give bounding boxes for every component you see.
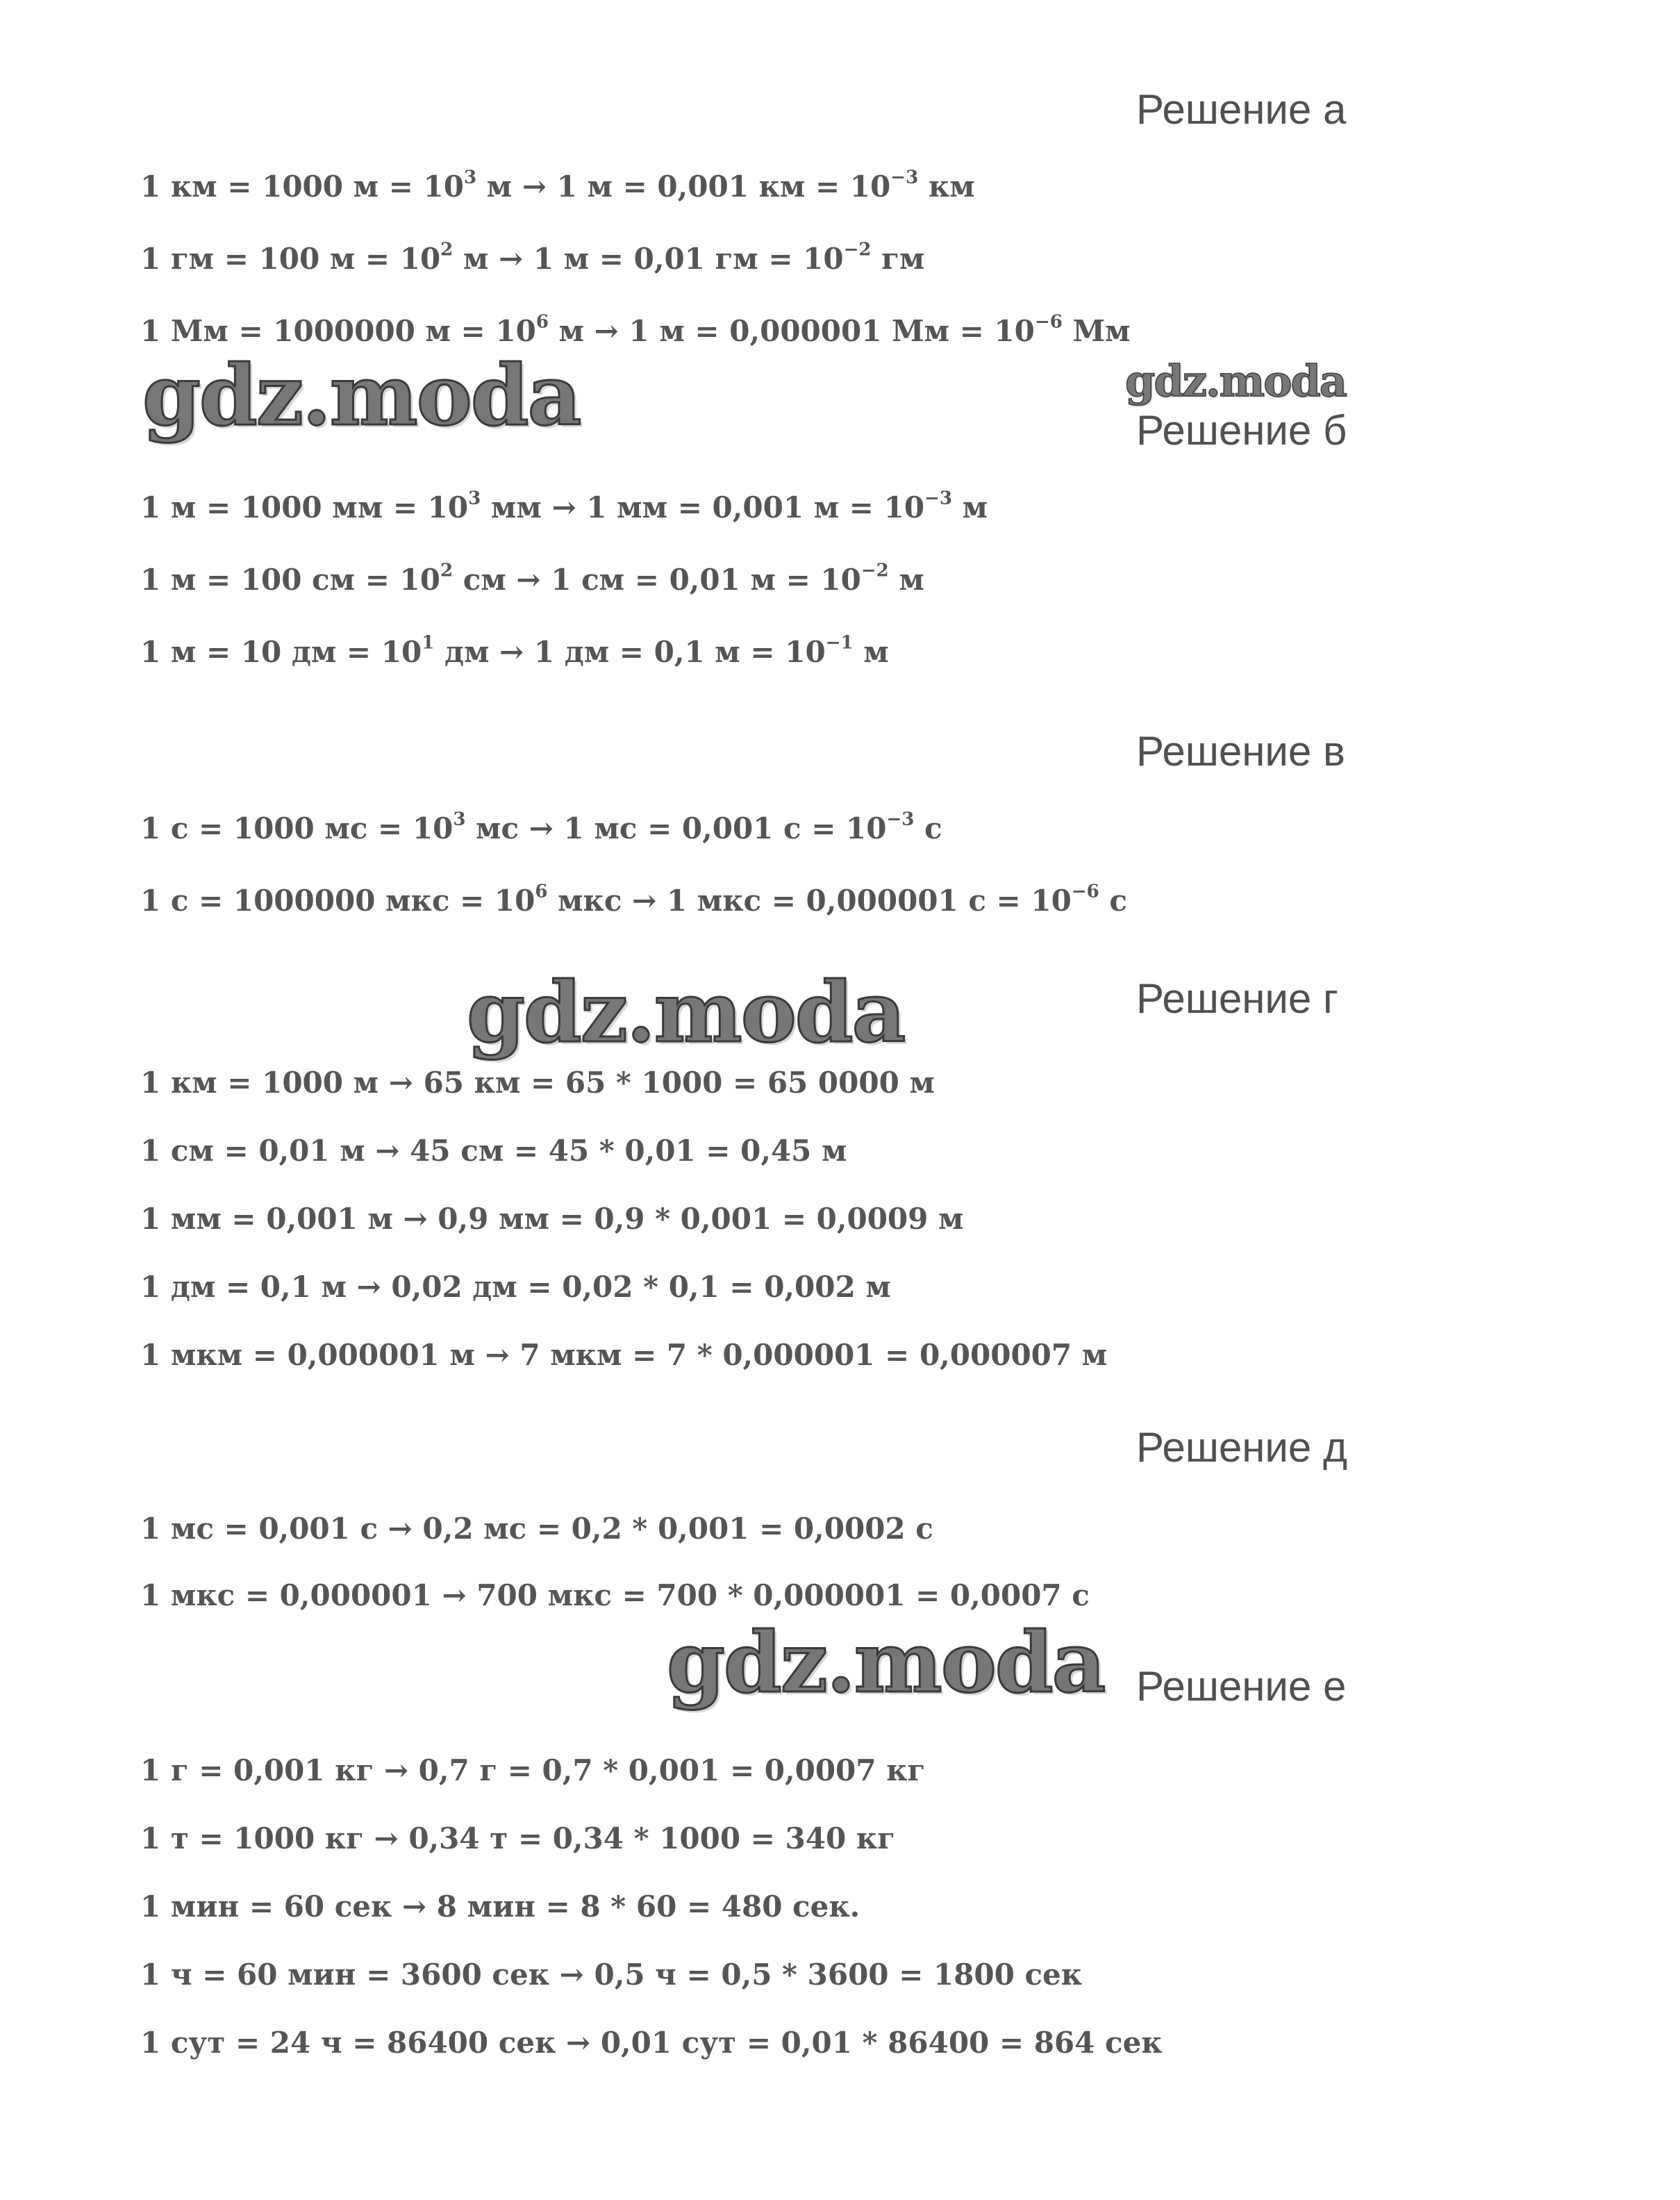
exponent: −3 xyxy=(886,809,915,830)
equation-line: 1 мин = 60 сек → 8 мин = 8 * 60 = 480 сек. xyxy=(140,1889,860,1924)
exponent: −3 xyxy=(924,488,952,509)
exponent: −2 xyxy=(860,560,889,581)
section-heading-d: Решение д xyxy=(1136,1424,1347,1471)
exponent: 1 xyxy=(422,632,435,654)
equation-line: 1 см = 0,01 м → 45 см = 45 * 0,01 = 0,45 м xyxy=(140,1134,847,1168)
equation-line: 1 км = 1000 $м = 10^3$ м → 1 м = 0,001 км = $10^{-3}$ км xyxy=(140,167,975,204)
equation-line: 1 км = 1000 м → 65 км = 65 * 1000 = 65 0000 м xyxy=(140,1066,935,1100)
exponent: 3 xyxy=(453,809,466,830)
section-heading-b: Решение б xyxy=(1136,407,1347,454)
equation-line: 1 дм = 0,1 м → 0,02 дм = 0,02 * 0,1 = 0,002 м xyxy=(140,1270,891,1304)
section-heading-e: Решение е xyxy=(1136,1663,1347,1710)
equation-line: 1 г = 0,001 кг → 0,7 г = 0,7 * 0,001 = 0,0007 кг xyxy=(140,1753,926,1787)
exponent: 6 xyxy=(535,311,549,333)
watermark: gdz.moda xyxy=(467,963,905,1061)
equation-line: 1 м = 100 см = $10^2$ см → 1 см = 0,01 $м = 10^{-2}$ м xyxy=(140,560,924,597)
exponent: 3 xyxy=(468,488,481,509)
exponent: 6 xyxy=(535,881,548,902)
equation-line: 1 сут = 24 ч = 86400 сек → 0,01 сут = 0,01 * 86400 = 864 сек xyxy=(140,2026,1163,2060)
watermark: gdz.moda xyxy=(667,1614,1105,1712)
equation-line: 1 м = 10 дм = $10^1$ дм → 1 дм = 0,1 $м = 10^{-1}$ м xyxy=(140,632,889,669)
equation-line: 1 ч = 60 мин = 3600 сек → 0,5 ч = 0,5 * 3600 = 1800 сек xyxy=(140,1958,1083,1992)
equation-line: 1 гм = 100 $м = 10^2$ м → 1 м = 0,01 гм = $10^{-2}$ гм xyxy=(140,239,925,276)
exponent: −3 xyxy=(890,167,919,188)
exponent: −6 xyxy=(1034,311,1063,333)
equation-line: 1 с = 1000000 мкс = $10^6$ мкс → 1 мкс = 0,000001 $с = 10^{-6}$ с xyxy=(140,881,1127,918)
watermark: gdz.moda xyxy=(1125,356,1346,406)
equation-line: 1 т = 1000 кг → 0,34 т = 0,34 * 1000 = 340 кг xyxy=(140,1821,895,1855)
equation-line: 1 Мм = 1000000 $м = 10^6$ м → 1 м = 0,000001 Мм = $10^{-6}$ Мм xyxy=(140,311,1131,348)
equation-line: 1 с = 1000 мс = $10^3$ мс → 1 мс = 0,001 $с = 10^{-3}$ с xyxy=(140,809,942,845)
equation-line: 1 мкс = 0,000001 → 700 мкс = 700 * 0,000001 = 0,0007 с xyxy=(140,1578,1090,1612)
watermark: gdz.moda xyxy=(142,347,581,445)
equation-line: 1 мс = 0,001 с → 0,2 мс = 0,2 * 0,001 = 0,0002 с xyxy=(140,1512,933,1546)
exponent: −6 xyxy=(1071,881,1099,902)
exponent: −2 xyxy=(843,239,872,260)
exponent: −1 xyxy=(825,632,854,654)
exponent: 3 xyxy=(463,167,477,188)
equation-line: 1 м = 1000 мм = $10^3$ мм → 1 мм = 0,001 $м = 10^{-3}$ м xyxy=(140,488,988,524)
section-heading-a: Решение а xyxy=(1136,86,1347,133)
equation-line: 1 мм = 0,001 м → 0,9 мм = 0,9 * 0,001 = 0,0009 м xyxy=(140,1202,964,1236)
exponent: 2 xyxy=(440,239,454,260)
equation-line: 1 мкм = 0,000001 м → 7 мкм = 7 * 0,000001 = 0,000007 м xyxy=(140,1338,1108,1372)
section-heading-g: Решение г xyxy=(1136,975,1338,1022)
section-heading-v: Решение в xyxy=(1136,728,1345,775)
exponent: 2 xyxy=(440,560,454,581)
